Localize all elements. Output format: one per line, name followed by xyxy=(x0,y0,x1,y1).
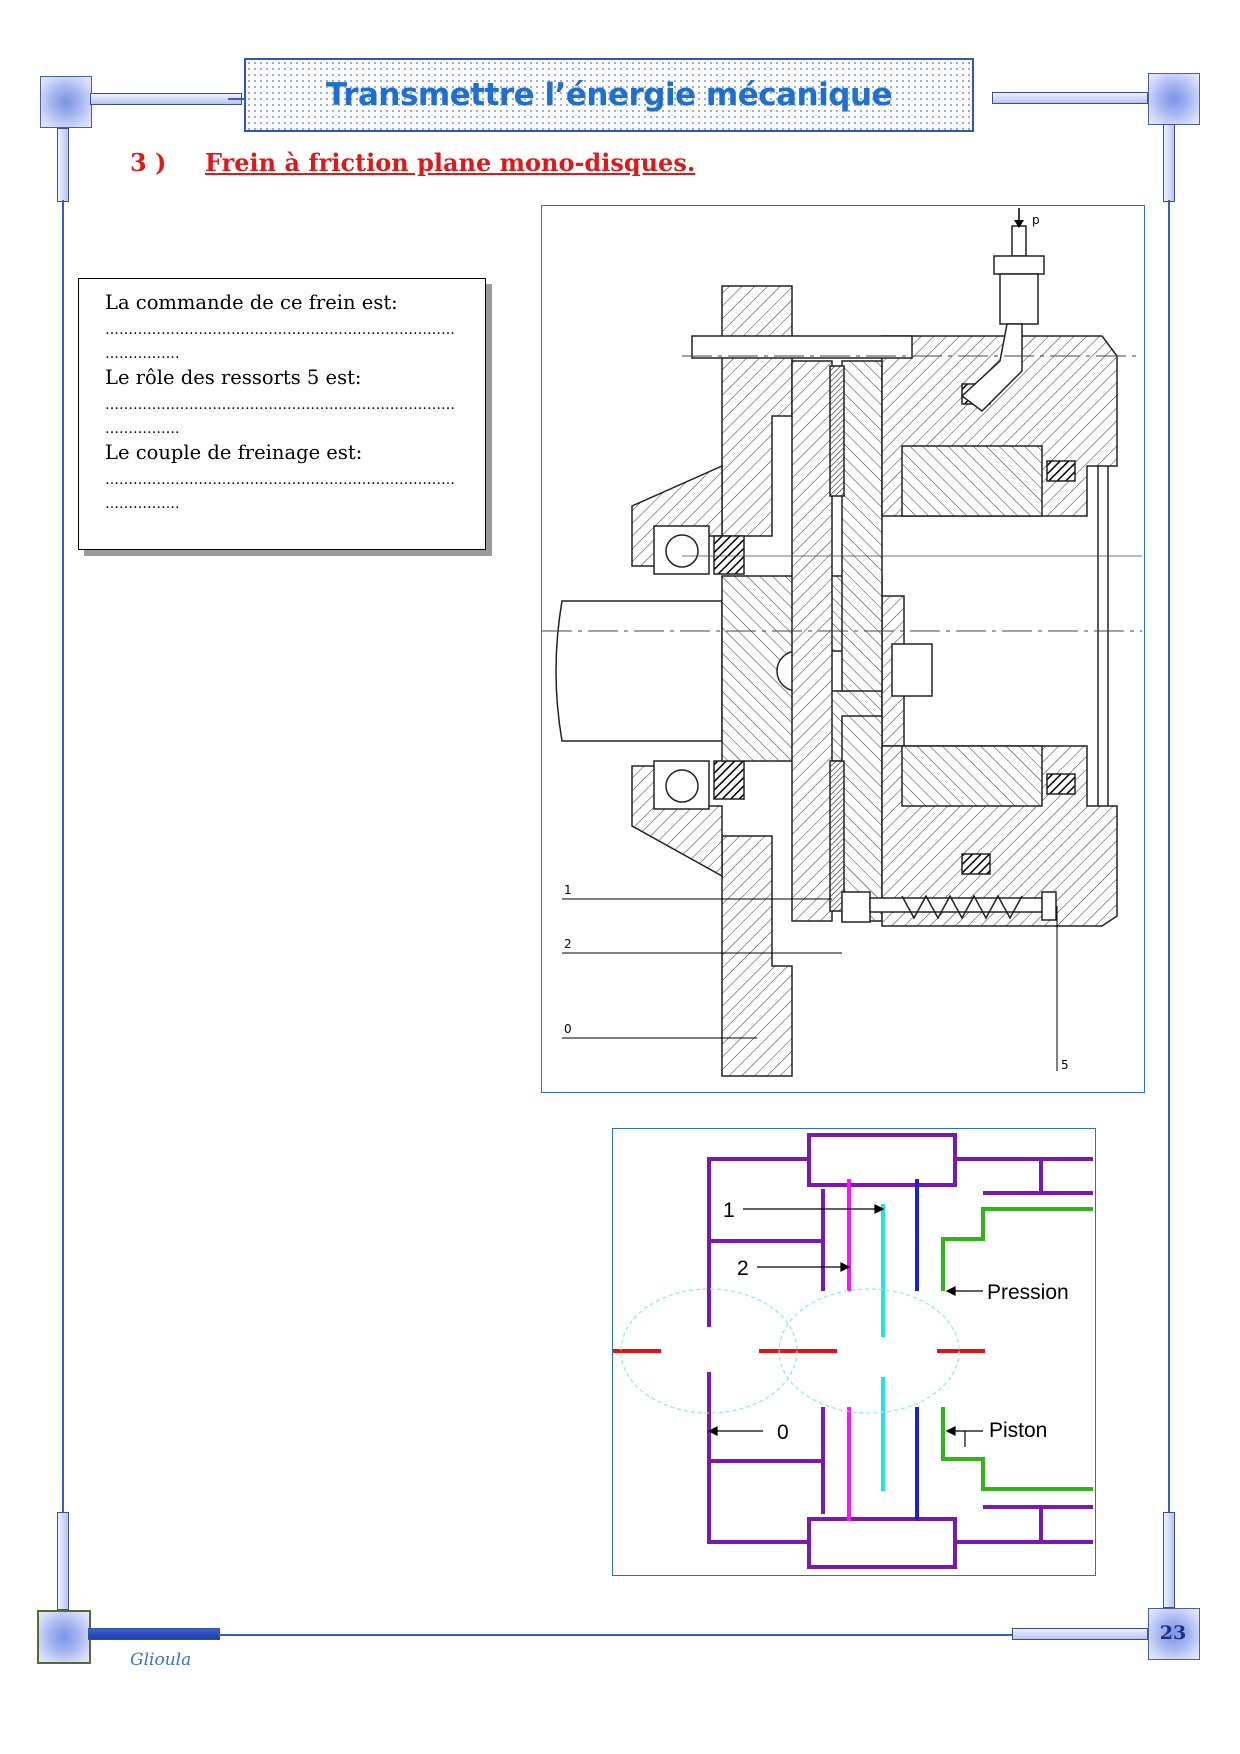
frame-bar-top-left xyxy=(90,93,242,105)
corner-ornament-top-left xyxy=(40,76,92,128)
answer-line: ………………………………………………………………… xyxy=(105,322,455,338)
frame-line-left xyxy=(62,200,64,1512)
schema-label-pression: Pression xyxy=(987,1281,1069,1304)
frame-bar-top-right xyxy=(992,92,1148,104)
answer-line-end: ……………. xyxy=(105,346,180,362)
question-torque: Le couple de freinage est: xyxy=(105,441,363,464)
answer-line: ………………………………………………………………… xyxy=(105,472,455,488)
frame-bar-right-bottom xyxy=(1163,1512,1175,1608)
schema-label-1: 1 xyxy=(723,1199,735,1222)
schema-label-0: 0 xyxy=(777,1421,789,1444)
answer-line-end: ……………. xyxy=(105,496,180,512)
page-number: 23 xyxy=(1159,1622,1187,1644)
answer-line: ………………………………………………………………… xyxy=(105,397,455,413)
page-title: Transmettre l’énergie mécanique xyxy=(325,77,893,113)
section-number: 3 ) xyxy=(130,148,167,177)
corner-ornament-bottom-left xyxy=(37,1610,91,1664)
section-title: Frein à friction plane mono-disques. xyxy=(205,148,696,177)
drawing-label-0: 0 xyxy=(564,1022,572,1036)
schema-svg xyxy=(613,1129,1094,1574)
schema-label-piston: Piston xyxy=(989,1419,1048,1442)
question-springs: Le rôle des ressorts 5 est: xyxy=(105,366,362,389)
frame-bar-bottom-right xyxy=(1012,1628,1148,1640)
frame-bar-right-top xyxy=(1163,124,1175,202)
drawing-label-1: 1 xyxy=(564,883,572,897)
brake-kinematic-schema xyxy=(612,1128,1096,1576)
pressure-label-p: p xyxy=(1032,213,1040,227)
questions-box xyxy=(78,278,486,550)
header-title-box xyxy=(244,58,974,132)
corner-ornament-top-right xyxy=(1148,73,1200,125)
schema-label-2: 2 xyxy=(737,1257,749,1280)
frame-line-bottom xyxy=(218,1634,1012,1636)
frame-bar-left-bottom xyxy=(57,1512,69,1610)
author-name: Glioula xyxy=(130,1650,192,1670)
frame-line-right xyxy=(1168,200,1170,1512)
frame-bar-bottom-left xyxy=(88,1628,220,1640)
drawing-label-5: 5 xyxy=(1061,1058,1069,1072)
question-command: La commande de ce frein est: xyxy=(105,291,398,314)
brake-section-drawing xyxy=(541,205,1145,1093)
answer-line-end: ……………. xyxy=(105,421,180,437)
drawing-label-2: 2 xyxy=(564,937,572,951)
brake-drawing-svg xyxy=(542,206,1143,1091)
frame-bar-left-top xyxy=(57,128,69,202)
